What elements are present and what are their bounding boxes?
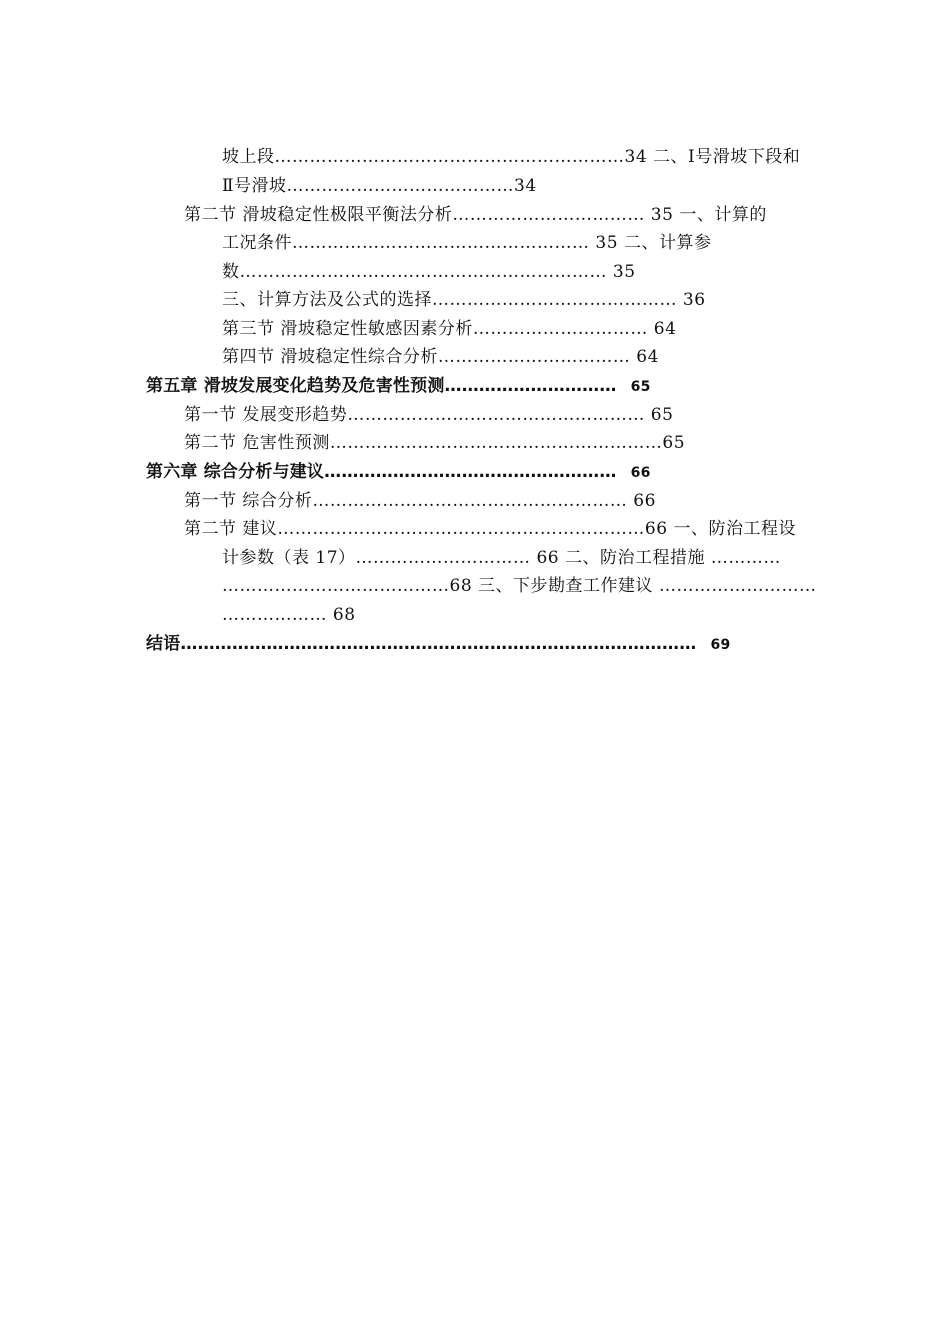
chapter-line — [146, 634, 730, 655]
toc-line: ……………… 68 — [222, 605, 356, 625]
toc-line: 第二节 滑坡稳定性极限平衡法分析…………………………… 35 一、计算的 — [184, 205, 767, 225]
toc-line: 第三节 滑坡稳定性敏感因素分析………………………… 64 — [222, 319, 677, 339]
page-number: 69 — [710, 637, 731, 653]
toc-line: 数……………………………………………………… 35 — [222, 262, 636, 282]
toc-line: 第一节 综合分析……………………………………………… 66 — [184, 491, 656, 511]
toc-line: 第四节 滑坡稳定性综合分析…………………………… 64 — [222, 347, 659, 367]
toc-line: 三、计算方法及公式的选择…………………………………… 36 — [222, 290, 706, 310]
toc-line: 计参数（表 17）………………………… 66 二、防治工程措施 ………… — [222, 548, 781, 568]
chapter-title: 第六章 综合分析与建议…………………………………………… — [146, 462, 617, 482]
toc-line: 工况条件…………………………………………… 35 二、计算参 — [222, 233, 712, 253]
chapter-line — [146, 462, 651, 483]
chapter-title: 第五章 滑坡发展变化趋势及危害性预测………………………… — [146, 376, 617, 396]
chapter-title: 结语……………………………………………………………………………… — [146, 634, 697, 654]
page-number: 66 — [630, 465, 651, 481]
chapter-line — [146, 376, 651, 397]
toc-line: 第二节 建议………………………………………………………66 一、防治工程设 — [184, 519, 796, 539]
toc-line: …………………………………68 三、下步勘查工作建议 ……………………… — [222, 576, 817, 596]
toc-line: 坡上段……………………………………………………34 二、Ⅰ号滑坡下段和 — [222, 147, 801, 167]
page-number: 65 — [630, 379, 651, 395]
toc-line: Ⅱ号滑坡…………………………………34 — [222, 176, 537, 196]
toc-line: 第二节 危害性预测…………………………………………………65 — [184, 433, 686, 453]
toc-line: 第一节 发展变形趋势…………………………………………… 65 — [184, 405, 674, 425]
